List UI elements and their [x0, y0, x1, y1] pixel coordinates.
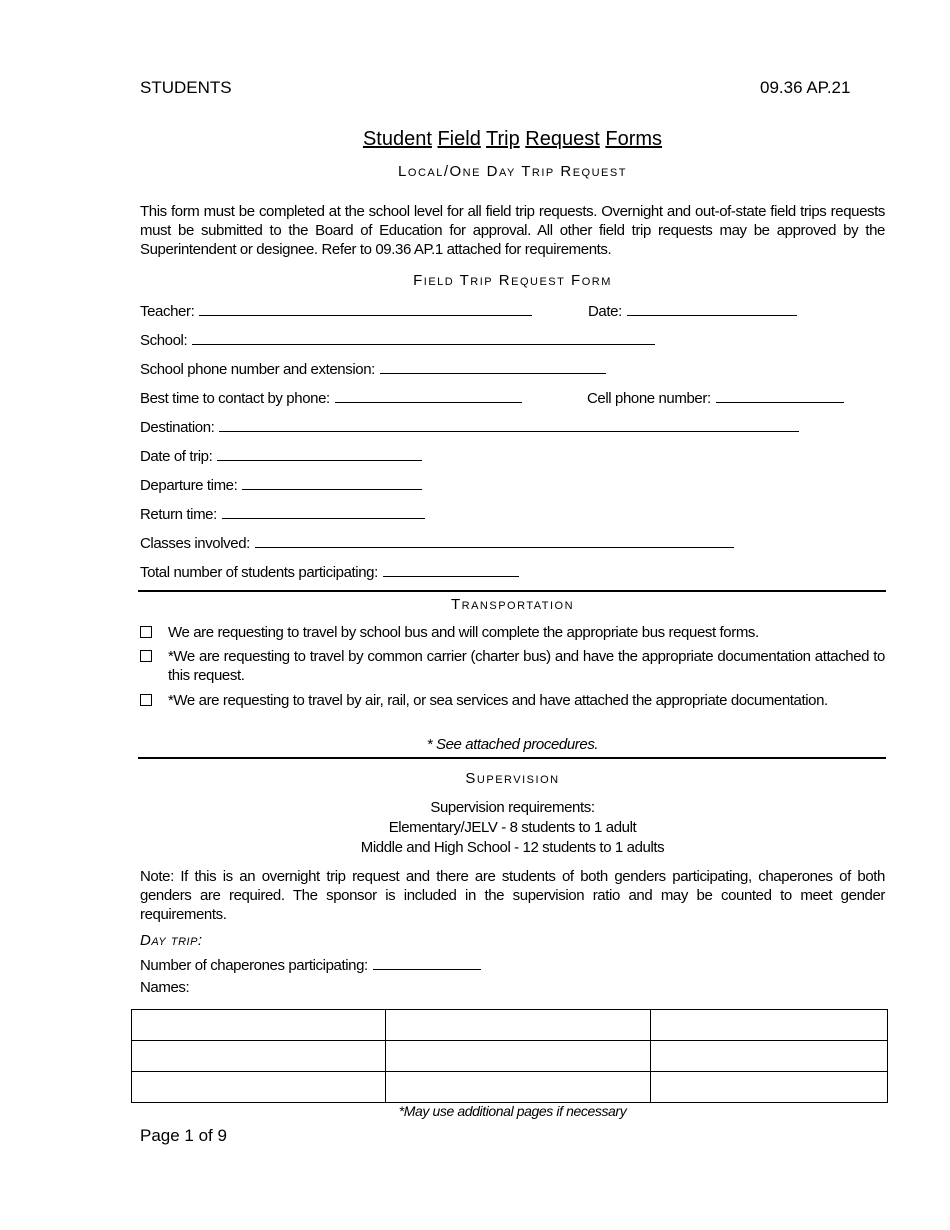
title-word: Forms: [605, 128, 663, 150]
title-word: Request: [525, 128, 600, 150]
transport-note: * See attached procedures.: [426, 736, 599, 753]
name-cell[interactable]: [651, 1041, 888, 1072]
names-label: Names:: [140, 979, 190, 996]
name-cell[interactable]: [386, 1010, 651, 1041]
day-trip-label: Day trip:: [140, 932, 203, 949]
page-title: [140, 128, 885, 151]
name-cell[interactable]: [386, 1072, 651, 1103]
field-label: School:: [140, 332, 188, 349]
supervision-heading: Supervision: [465, 770, 560, 787]
page-number: Page 1 of 9: [140, 1126, 227, 1145]
table-row: [132, 1010, 888, 1041]
cell-phone-field[interactable]: [587, 388, 844, 408]
transport-option-charter[interactable]: [140, 647, 885, 685]
supervision-req-title: Supervision requirements:: [430, 799, 595, 816]
return-time-input[interactable]: [222, 504, 425, 519]
field-label: Teacher:: [140, 303, 195, 320]
classes-field[interactable]: [140, 533, 734, 553]
field-label: Number of chaperones participating:: [140, 957, 368, 974]
option-label: We are requesting to travel by school bus and will complete the appropriate bus request forms.: [168, 624, 759, 641]
title-word: Student: [362, 128, 432, 150]
school-field[interactable]: [140, 330, 655, 350]
transport-option-school-bus[interactable]: [140, 623, 885, 642]
field-label: Return time:: [140, 506, 217, 523]
destination-input[interactable]: [219, 417, 799, 432]
name-cell[interactable]: [386, 1041, 651, 1072]
classes-input[interactable]: [255, 533, 734, 548]
total-students-field[interactable]: [140, 562, 519, 582]
table-note: *May use additional pages if necessary: [398, 1103, 627, 1119]
chaperone-names-table: [131, 1009, 888, 1103]
teacher-field[interactable]: [140, 301, 532, 321]
field-label: Classes involved:: [140, 535, 250, 552]
school-phone-field[interactable]: [140, 359, 606, 379]
transport-option-air-rail-sea[interactable]: [140, 691, 885, 710]
school-phone-input[interactable]: [380, 359, 606, 374]
field-label: Cell phone number:: [587, 390, 711, 407]
field-label: School phone number and extension:: [140, 361, 375, 378]
divider: [138, 757, 886, 759]
supervision-req-middle-high: Middle and High School - 12 students to 1 adults: [360, 839, 665, 856]
field-label: Total number of students participating:: [140, 564, 378, 581]
name-cell[interactable]: [132, 1010, 386, 1041]
option-label: *We are requesting to travel by common carrier (charter bus) and have the appropriate documentation attached to this request.: [168, 648, 885, 684]
field-label: Date of trip:: [140, 448, 213, 465]
name-cell[interactable]: [132, 1072, 386, 1103]
supervision-note: Note: If this is an overnight trip request and there are students of both genders participating, chaperones of both genders are required. The sponsor is included in the supervision ratio and may be counted to meet gender requirements.: [140, 868, 885, 923]
name-cell[interactable]: [651, 1010, 888, 1041]
checkbox-icon[interactable]: [140, 650, 152, 662]
divider: [138, 590, 886, 592]
transportation-heading: Transportation: [450, 596, 575, 613]
header-section: STUDENTS: [140, 78, 232, 97]
name-cell[interactable]: [132, 1041, 386, 1072]
date-field[interactable]: [588, 301, 797, 321]
school-input[interactable]: [192, 330, 655, 345]
subtitle: Local/One Day Trip Request: [398, 163, 627, 180]
total-students-input[interactable]: [383, 562, 519, 577]
date-of-trip-input[interactable]: [217, 446, 422, 461]
checkbox-icon[interactable]: [140, 626, 152, 638]
departure-time-field[interactable]: [140, 475, 422, 495]
field-label: Destination:: [140, 419, 215, 436]
best-time-field[interactable]: [140, 388, 522, 408]
date-of-trip-field[interactable]: [140, 446, 422, 466]
destination-field[interactable]: [140, 417, 799, 437]
return-time-field[interactable]: [140, 504, 425, 524]
form-heading: Field Trip Request Form: [413, 272, 612, 289]
chaperones-input[interactable]: [373, 955, 481, 970]
table-row: [132, 1041, 888, 1072]
chaperones-field[interactable]: [140, 955, 481, 975]
checkbox-icon[interactable]: [140, 694, 152, 706]
field-label: Date:: [588, 303, 622, 320]
name-cell[interactable]: [651, 1072, 888, 1103]
table-row: [132, 1072, 888, 1103]
date-input[interactable]: [627, 301, 797, 316]
field-label: Departure time:: [140, 477, 238, 494]
departure-time-input[interactable]: [242, 475, 422, 490]
title-word: Trip: [486, 128, 520, 150]
field-label: Best time to contact by phone:: [140, 390, 330, 407]
option-label: *We are requesting to travel by air, rail, or sea services and have attached the appropriate documentation.: [168, 692, 828, 709]
header-code: 09.36 AP.21: [760, 78, 851, 97]
supervision-req-elementary: Elementary/JELV - 8 students to 1 adult: [388, 819, 637, 836]
teacher-input[interactable]: [199, 301, 532, 316]
intro-paragraph: This form must be completed at the school level for all field trip requests. Overnight and out-of-state field trips requests must be submitted to the Board of Education for approval. All other field trip requests may be approved by the Superintendent or designee. Refer to 09.36 AP.1 attached for requirements.: [140, 203, 885, 258]
best-time-input[interactable]: [335, 388, 522, 403]
cell-phone-input[interactable]: [716, 388, 844, 403]
title-word: Field: [437, 128, 481, 150]
